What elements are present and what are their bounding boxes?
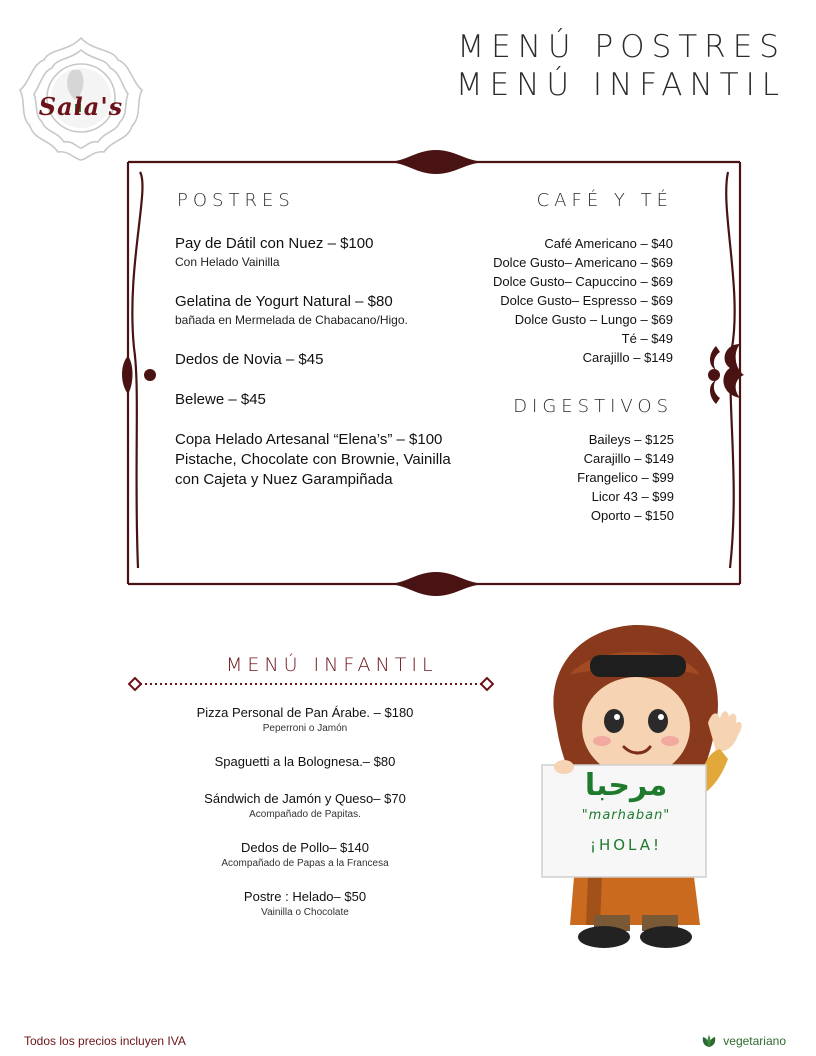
sign-hola: ¡HOLA! xyxy=(589,836,663,854)
list-item: Dolce Gusto– Capuccino – $69 xyxy=(493,274,673,289)
list-item xyxy=(150,753,460,771)
list-item xyxy=(175,292,495,328)
item-name: Belewe – $45 xyxy=(175,391,266,408)
list-item: Café Americano – $40 xyxy=(544,236,673,251)
list-item xyxy=(150,839,460,871)
digestivos-heading: DIGESTIVOS xyxy=(513,396,673,417)
item-name: Dedos de Pollo– $140 xyxy=(241,840,369,855)
item-name: Gelatina de Yogurt Natural – $80 xyxy=(175,293,393,310)
leaf-icon xyxy=(701,1034,717,1048)
list-item: Dolce Gusto– Espresso – $69 xyxy=(500,293,673,308)
vegetarian-legend xyxy=(701,1034,786,1048)
item-name: Copa Helado Artesanal “Elena’s” – $100 xyxy=(175,431,443,448)
list-item xyxy=(175,390,495,410)
brand-logo xyxy=(14,34,148,164)
list-item: Carajillo – $149 xyxy=(583,451,674,466)
digestivos-list xyxy=(577,430,674,525)
title-line-2: MENÚ INFANTIL xyxy=(455,67,786,103)
item-name-line2: Pistache, Chocolate con Brownie, Vainilla xyxy=(175,451,451,468)
item-name: Sándwich de Jamón y Queso– $70 xyxy=(204,791,406,806)
title-line-1: MENÚ POSTRES xyxy=(457,29,786,65)
list-item xyxy=(175,430,495,490)
list-item: Oporto – $150 xyxy=(590,508,674,523)
sign-transliteration: "marhaban" xyxy=(581,808,671,823)
item-desc: Vainilla o Chocolate xyxy=(261,907,349,918)
list-item: Carajillo – $149 xyxy=(582,350,673,365)
item-desc: Acompañado de Papas a la Francesa xyxy=(221,858,389,869)
list-item: Licor 43 – $99 xyxy=(591,489,674,504)
item-name: Postre : Helado– $50 xyxy=(243,889,367,904)
postres-list xyxy=(175,234,495,512)
item-name: Spaguetti a la Bolognesa.– $80 xyxy=(214,754,396,769)
list-item: Baileys – $125 xyxy=(588,432,674,447)
list-item: Té – $49 xyxy=(621,331,673,346)
item-name: Pay de Dátil con Nuez – $100 xyxy=(175,235,374,252)
page-title xyxy=(456,28,786,104)
cafe-list xyxy=(493,234,673,367)
list-item: Dolce Gusto– Americano – $69 xyxy=(493,255,673,270)
legend-label: vegetariano xyxy=(723,1034,786,1048)
item-desc: bañada en Mermelada de Chabacano/Higo. xyxy=(175,313,408,327)
sign-arabic: مرحبا xyxy=(584,768,668,803)
item-desc: Peperroni o Jamón xyxy=(262,723,348,734)
logo-wordmark: Sala's xyxy=(38,92,124,121)
list-item xyxy=(175,234,495,270)
list-item xyxy=(150,888,460,920)
list-item xyxy=(150,704,460,736)
list-item xyxy=(150,790,460,822)
dotted-divider xyxy=(128,677,494,691)
list-item: Dolce Gusto – Lungo – $69 xyxy=(514,312,673,327)
list-item: Frangelico – $99 xyxy=(577,470,674,485)
item-desc: Acompañado de Papitas. xyxy=(249,809,361,820)
item-name-line3: con Cajeta y Nuez Garampiñada xyxy=(175,471,393,488)
footer-note: Todos los precios incluyen IVA xyxy=(24,1034,186,1048)
item-name: Pizza Personal de Pan Árabe. – $180 xyxy=(196,705,414,720)
infantil-list xyxy=(150,704,460,937)
item-desc: Con Helado Vainilla xyxy=(175,255,280,269)
list-item xyxy=(175,350,495,370)
item-name: Dedos de Novia – $45 xyxy=(175,351,324,368)
infantil-heading: MENÚ INFANTIL xyxy=(226,654,438,676)
cafe-heading: CAFÉ Y TÉ xyxy=(536,190,673,211)
postres-heading: POSTRES xyxy=(177,190,295,211)
